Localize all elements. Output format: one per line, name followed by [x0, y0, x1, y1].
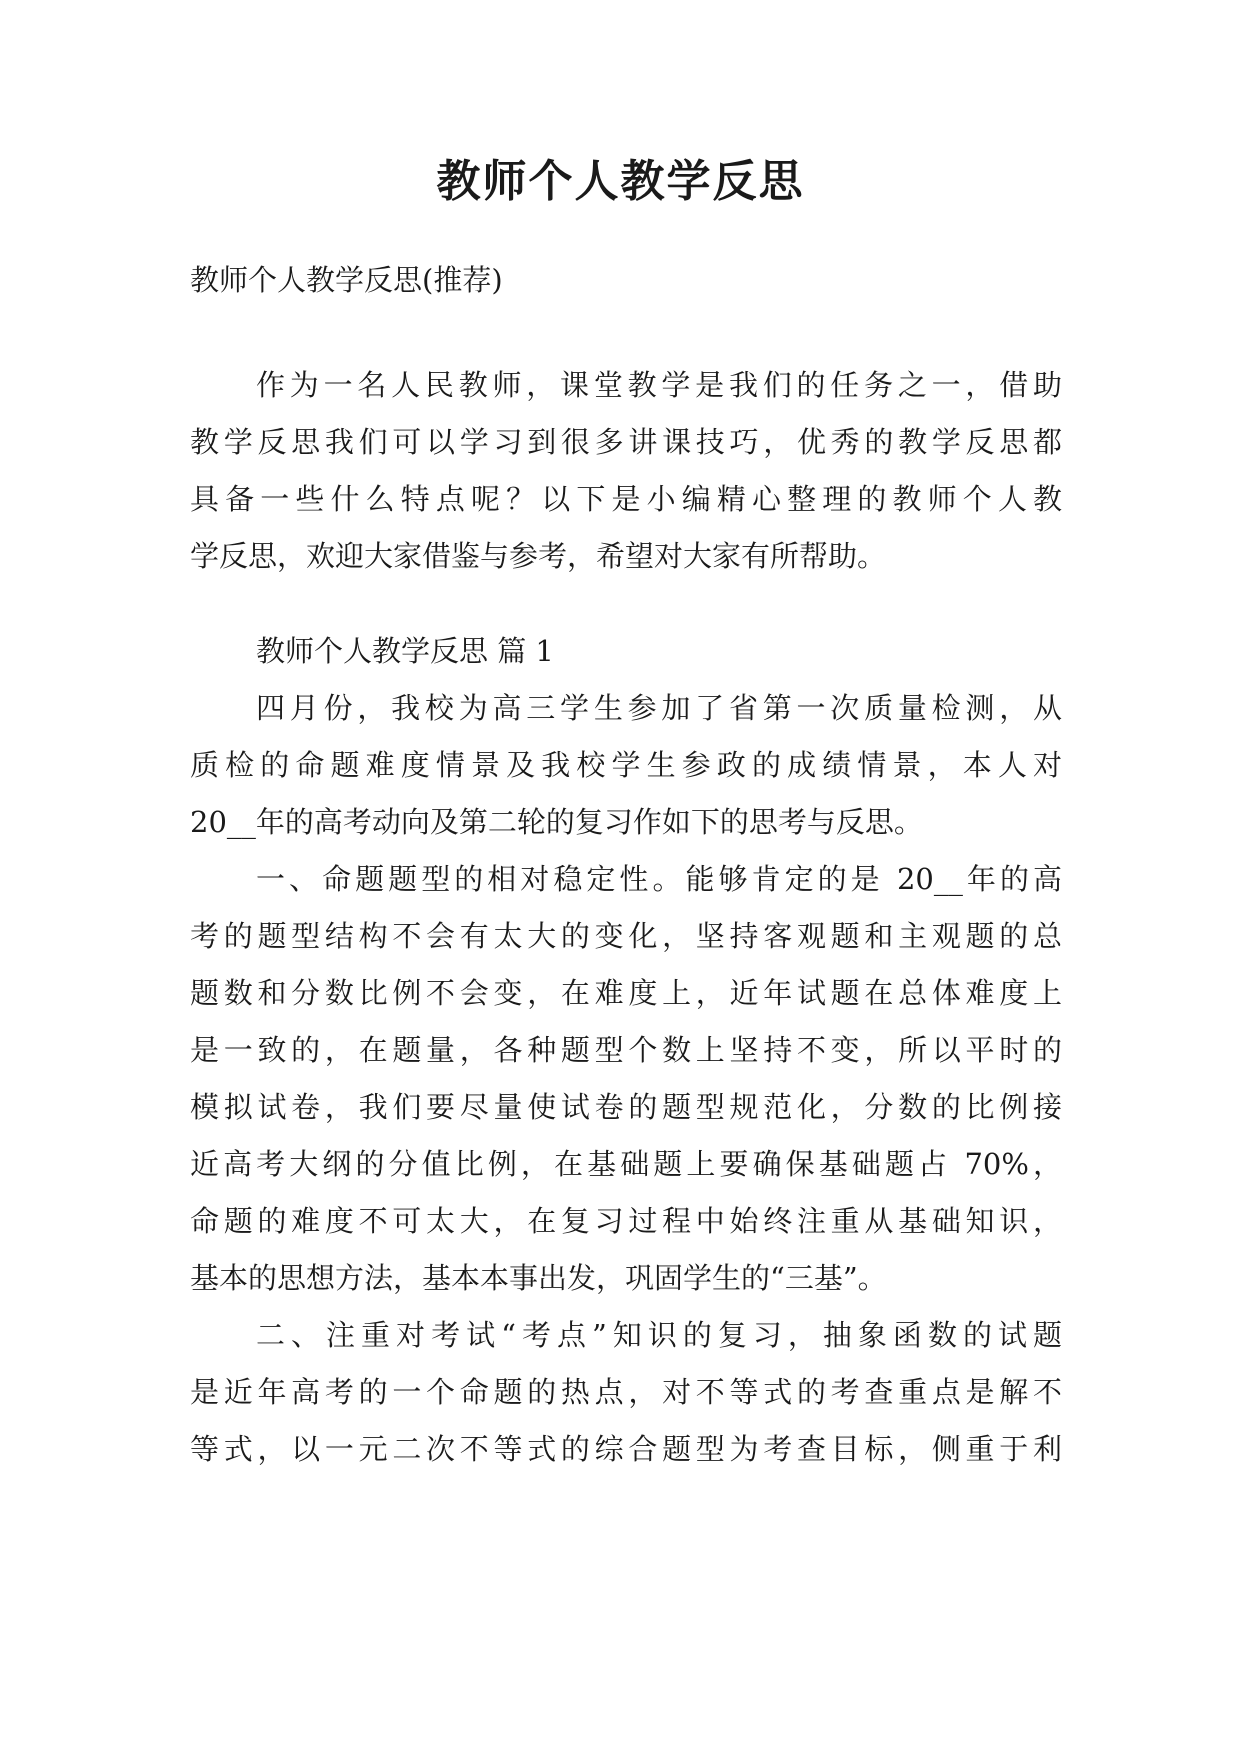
paragraph-line: 基本的思想方法，基本本事出发，巩固学生的“三基”。	[190, 1261, 887, 1295]
paragraph-line: 质检的命题难度情景及我校学生参政的成绩情景，本人对	[190, 748, 1062, 782]
paragraph-line: 具备一些什么特点呢？以下是小编精心整理的教师个人教	[190, 482, 1062, 516]
paragraph-line: 作为一名人民教师，课堂教学是我们的任务之一，借助	[256, 368, 1062, 402]
paragraph-line: 近高考大纲的分值比例，在基础题上要确保基础题占 70%，	[190, 1147, 1062, 1181]
paragraph-line: 命题的难度不可太大，在复习过程中始终注重从基础知识，	[190, 1204, 1062, 1238]
paragraph-line: 一、命题题型的相对稳定性。能够肯定的是 20__年的高	[256, 862, 1062, 896]
paragraph-line: 二、注重对考试“考点”知识的复习，抽象函数的试题	[256, 1318, 1062, 1352]
paragraph-line: 等式，以一元二次不等式的综合题型为考查目标，侧重于利	[190, 1432, 1062, 1466]
paragraph-line: 是一致的，在题量，各种题型个数上坚持不变，所以平时的	[190, 1033, 1062, 1067]
section-1	[190, 623, 1062, 1478]
paragraph-line: 考的题型结构不会有太大的变化，坚持客观题和主观题的总	[190, 919, 1062, 953]
intro-paragraph	[190, 357, 1062, 585]
document-title: 教师个人教学反思	[436, 156, 805, 207]
document-subtitle: 教师个人教学反思(推荐)	[190, 263, 503, 297]
paragraph-line: 学反思，欢迎大家借鉴与参考，希望对大家有所帮助。	[190, 539, 887, 573]
paragraph-line: 四月份，我校为高三学生参加了省第一次质量检测，从	[256, 691, 1062, 725]
paragraph-line: 20__年的高考动向及第二轮的复习作如下的思考与反思。	[190, 805, 923, 839]
paragraph-line: 题数和分数比例不会变，在难度上，近年试题在总体难度上	[190, 976, 1062, 1010]
paragraph-line: 是近年高考的一个命题的热点，对不等式的考查重点是解不	[190, 1375, 1062, 1409]
paragraph-line: 模拟试卷，我们要尽量使试卷的题型规范化，分数的比例接	[190, 1090, 1062, 1124]
paragraph-line: 教学反思我们可以学习到很多讲课技巧，优秀的教学反思都	[190, 425, 1062, 459]
section-heading: 教师个人教学反思 篇 1	[256, 634, 554, 668]
